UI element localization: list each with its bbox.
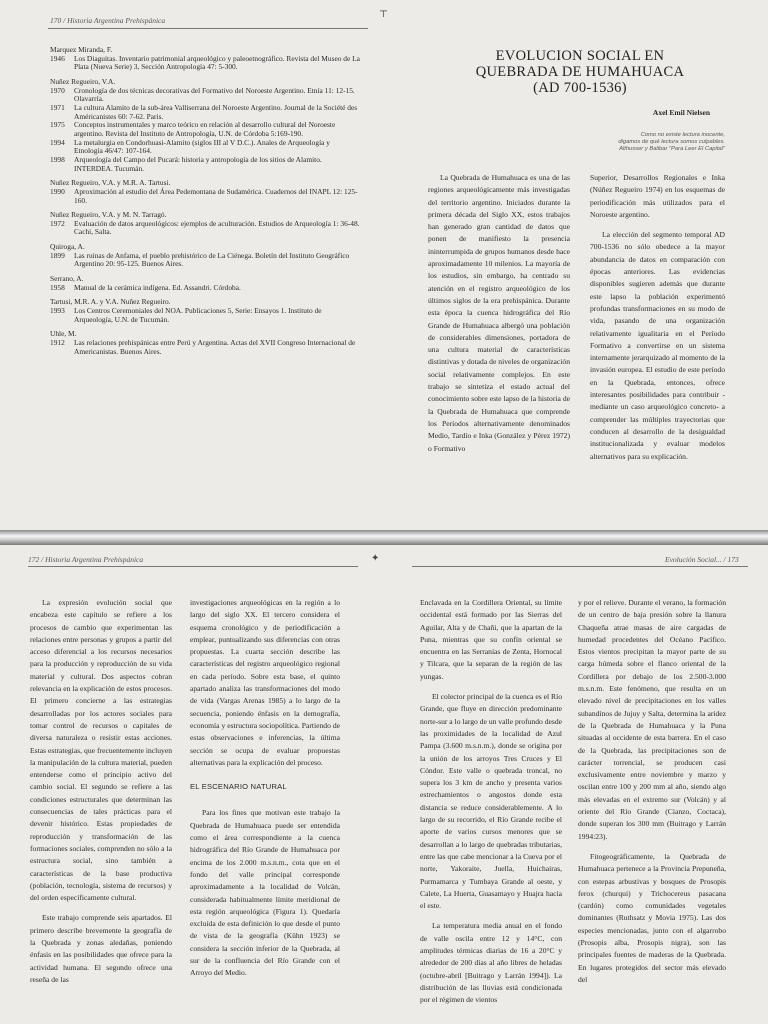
bibliography-author: Uhle, M. (50, 329, 77, 339)
bibliography-entry (50, 243, 360, 269)
bibliography-reference (50, 339, 360, 356)
bibliography-text: Los Centros Ceremoniales del NOA. Publicaciones 5, Serie: Ensayos 1. Instituto de Arqueología, U.N. de Tucumán. (74, 306, 322, 324)
paragraph: Este trabajo comprende seis apartados. El primero describe brevemente la geografía de la Quebrada y zonas aledañas, poniendo énfasis en las posibilidades que ofrece para la actividad humana. El segundo ofrece una reseña de las (30, 913, 172, 984)
binding-mark-icon: ┬ (380, 6, 388, 17)
bibliography-year: 1975 (50, 120, 65, 130)
bibliography-year: 1946 (50, 53, 65, 63)
bibliography-author: Nuñez Regueiro, V.A. (50, 76, 116, 86)
bibliography-reference (50, 188, 360, 205)
running-head-left: 172 / Historia Argentina Prehispánica (28, 555, 144, 564)
bibliography-text: La cultura Alamito de la sub-área Valliserrana del Noroeste Argentino. Journal de la Société des Américanistes 60: 7-62. Paris. (74, 102, 358, 121)
column-4 (578, 597, 726, 994)
running-head-top: 170 / Historia Argentina Prehispánica (50, 16, 166, 25)
bibliography-entry (50, 179, 360, 205)
article-title (460, 48, 700, 97)
bibliography-year: 1990 (50, 186, 65, 196)
bibliography-entry (50, 298, 360, 324)
running-head-right: Evolución Social... / 173 (665, 555, 739, 564)
bibliography-text: Conceptos instrumentales y marco teórico en relación al desarrollo cultural del Noroeste argentino. Revista del Instituto de Antropología, U.N. de Córdoba 5:169-190. (74, 120, 336, 138)
bibliography (50, 46, 360, 362)
paragraph: La temperatura media anual en el fondo de valle oscila entre 12 y 14°C, con amplitudes térmicas diarias de 16 a 20°C y alrededor de 200 días al año libres de heladas (octubre-abril [Buitrago y Larrán 1994]). La distribución de las lluvias está condicionada por el régimen de vientos (420, 921, 562, 1005)
bibliography-entry (50, 211, 360, 237)
paragraph: El colector principal de la cuenca es el Río Grande, que fluye en dirección predominante norte-sur a lo largo de un valle profundo desde las proximidades de la localidad de Azul Pampa (3.600 m.s.n.m.), donde se origina por la unión de los arroyos Tres Cruces y El Cóndor. Este valle o quebrada troncal, no supera los 3 km de ancho y presenta varios estrechamientos o angostos donde esta distancia se reduce considerablemente. A lo largo de su recorrido, el Río Grande recibe el aporte de varios cursos menores que se desarrollan a lo largo de quebradas tributarias, entre las que cabe mencionar a la Cueva por el norte, Yakoraite, Juella, Huichairas, Purmamarca y Tumbaya Grande al oeste, y Calete, La Huerta, Guasamayo y Huajra hacia el este. (420, 692, 562, 911)
bibliography-entry (50, 330, 360, 356)
bottom-page (0, 545, 768, 1024)
paragraph: investigaciones arqueológicas en la región a lo largo del siglo XX. El tercero considera el esquema cronológico y de periodificación a emplear, puntualizando sus diferencias con otras propuestas. La cuarta sección describe las características del registro arqueológico regional en cada período. Sobre esta base, el quinto apartado analiza las transformaciones del modo de vida (Vargas Arenas 1985) a lo largo de la secuencia, poniendo énfasis en la demografía, economía y estructura sociopolítica. Partiendo de estas observaciones e inferencias, la última sección se ocupa de evaluar propuestas alternativas para la explicación del proceso. (190, 598, 340, 767)
bibliography-reference (50, 156, 360, 173)
header-rule (48, 28, 368, 29)
column-3 (420, 597, 562, 1015)
epigraph-line: Althusser y Balibar "Para Leer El Capital" (619, 146, 725, 153)
bibliography-reference (50, 252, 360, 269)
bibliography-year: 1958 (50, 282, 65, 292)
epigraph-line: digamos de qué lectura somos culpables. (618, 139, 725, 146)
bibliography-reference (50, 87, 360, 104)
bibliography-reference (50, 139, 360, 156)
paragraph: Fitogeográficamente, la Quebrada de Humahuaca pertenece a la Provincia Prepuneña, con estepas arbustivas y bosques de Prosopis ferox (churqui) y Trichocereus pasacana (cardón) como comunidades vegetales dominantes (Ruthsatz y Movia 1975). Las dos especies mencionadas, junto con el algarrobo (Prosopis alba, Prosopis nigra), son las principales fuentes de maderas de la Quebrada. En lugares protegidos del sector más elevado del (578, 851, 726, 984)
binding-mark-icon: ✦ (371, 553, 380, 564)
bibliography-year: 1993 (50, 306, 65, 316)
bibliography-text: Las relaciones prehispánicas entre Perú y Argentina. Actas del XVII Congreso Internacional de Americanistas. Buenos Aires. (74, 338, 356, 356)
bibliography-year: 1970 (50, 85, 65, 95)
bibliography-reference (50, 220, 360, 237)
column-1 (30, 597, 172, 994)
page-fold-divider (0, 530, 768, 545)
bibliography-text: Los Diaguitas. Inventario patrimonial arqueológico y paleoetnográfico. Revista del Museo de La Plata (Nueva Serie) 3, Sección Antropología 47: 5-300. (74, 53, 360, 72)
title-line-3: (AD 700-1536) (533, 80, 627, 97)
bibliography-reference (50, 104, 360, 121)
bibliography-reference (50, 121, 360, 138)
bibliography-text: Cronología de dos técnicas decorativas del Formativo del Noroeste Argentino. Etnía 11: 12-15. Olavarría. (74, 85, 355, 104)
intro-column-left (428, 172, 570, 463)
bibliography-text: Arqueología del Campo del Pucará: historia y antropología de los sitios de Alamito. INTERDEA. Tucumán. (74, 154, 322, 173)
bibliography-author: Nuñez Regueiro, V.A. y M. N. Tarragó. (50, 210, 167, 220)
bibliography-year: 1972 (50, 218, 65, 228)
epigraph (560, 132, 725, 154)
bibliography-author: Serrano, A. (50, 274, 84, 284)
bibliography-reference (50, 55, 360, 72)
bibliography-entry (50, 78, 360, 173)
epigraph-line: Como no existe lectura inocente, (640, 132, 725, 138)
paragraph: Enclavada en la Cordillera Oriental, su límite occidental está formado por las Sierras del Aguilar, Alta y de Chañi, que la apartan de la Puna, mientras que su confín oriental se encuentra en las Serranías de Zenta, Hornocal y Tilcara, que la separan de la región de las yungas. (420, 598, 562, 681)
paragraph: La elección del segmento temporal AD 700-1536 no sólo obedece a la mayor abundancia de datos en comparación con épocas anteriores. Las evidencias disponibles sugieren además que durante este lapso la población experimentó profundas transformaciones en su modo de vida, pasando de una organización relativamente igualitaria en el Período Formativo a convertirse en un sistema internamente jerarquizado al momento de la invasión europea. El estudio de este período en la Quebrada, entonces, ofrece interesantes posibilidades para contribuir -mediante un caso arqueológico concreto- a comprender las múltiples trayectorias que conducen al desarrollo de la desigualdad institucionalizada y evaluar modelos alternativos para su explicación. (590, 230, 725, 461)
bibliography-year: 1994 (50, 137, 65, 147)
paragraph: La expresión evolución social que encabeza este capítulo se refiere a los procesos de cambio que experimentan las relaciones entre personas y grupos a partir del acceso diferencial a los recursos necesarios para la producción y reproducción de su vida material y cultural. Dos aspectos cobran relevancia en la explicación de estos procesos. El primero concierne a las estrategias desarrolladas por los actores sociales para tomar control de recursos o capitales de diversa naturaleza o resistir estas acciones. Estas estrategias, que frecuentemente incluyen la manipulación de la cultura material, pueden entenderse como el principio activo del cambio social. El segundo se refiere a las condiciones estructurales que determinan las consecuencias de tales prácticas para el devenir histórico. Estas propiedades de reproducción y transformación de las formaciones sociales, comprenden no sólo a la estructura social, sino también a características de la base productiva (población, tecnología, sistema de recursos) y del orden específicamente cultural. (30, 598, 172, 903)
paragraph: La Quebrada de Humahuaca es una de las regiones arqueológicamente más investigadas del territorio argentino. Iniciados durante la primera década del Siglo XX, estos trabajos han generado gran cantidad de datos que ponen de manifiesto la presencia ininterrumpida de grupos humanos desde hace aproximadamente 10 milenios. La mayoría de los estudios, sin embargo, ha centrado su atención en el registro arqueológico de los últimos siglos de la era prehispánica. Durante esta época la cuenca hidrográfica del Río Grande de Humahuaca albergó una población de considerables dimensiones, portadora de una cultura material de características distintivas y dotada de niveles de organización social relativamente complejos. En este trabajo se sintetiza el estado actual del conocimiento sobre este lapso de la historia de la Quebrada de Humahuaca que comprende los Períodos alternativamente denominados Medio, Tardío e Inka (González y Pérez 1972) o Formativo (428, 173, 570, 453)
section-heading: EL ESCENARIO NATURAL (190, 782, 287, 792)
bibliography-text: Evaluación de datos arqueológicos: ejemplos de aculturación. Estudios de Arqueología 1: 36-48. Cachi, Salta. (74, 218, 360, 237)
bibliography-reference (50, 307, 360, 324)
bibliography-author: Quiroga, A. (50, 242, 85, 252)
bibliography-entry (50, 46, 360, 72)
paragraph: Para los fines que motivan este trabajo la Quebrada de Humahuaca puede ser entendida como el área correspondiente a la cuenca hidrográfica del Río Grande de Humahuaca por encima de los 2.000 m.s.n.m., cota que en el fondo del valle principal corresponde aproximadamente a la localidad de Volcán, considerada habitualmente límite meridional de esta región arqueológica (Figura 1). Quedaría excluída de esta definición lo que desde el punto de vista de la geografía (Kühn 1923) se considera la sección inferior de la Quebrada, al sur de la confluencia del Río Grande con el Arroyo del Medio. (190, 808, 340, 978)
header-rule-left (28, 566, 358, 567)
bibliography-year: 1912 (50, 338, 65, 348)
bibliography-year: 1899 (50, 250, 65, 260)
article-author: Axel Emil Nielsen (652, 108, 710, 117)
title-line-2: QUEBRADA DE HUMAHUACA (475, 64, 685, 81)
paragraph: y por el relieve. Durante el verano, la formación de un centro de baja presión sobre la llanura Chaqueña atrae masas de aire cargadas de humedad procedentes del Océano Pacífico. Estos vientos precipitan la mayor parte de su carga húmeda sobre el flanco oriental de la Cordillera por debajo de los 2.500-3.000 m.s.n.m. Este fenómeno, que resulta en un elevado nivel de precipitaciones en los valles subandinos de Jujuy y Salta, determina la aridez de la Quebrada de Humahuaca y la Puna situadas al occidente de esta barrera. En el caso de la Quebrada, las precipitaciones son de carácter torrencial, se producen casi exclusivamente entre noviembre y marzo y oscilan entre 100 y 200 mm al año, siendo algo más elevadas en el extremo sur (Volcán) y al oriente del Río Grande (Cianzo, Coctaca), donde superan los 300 mm (Buitrago y Larrán 1994:23). (578, 598, 726, 841)
column-2 (190, 597, 340, 988)
bibliography-author: Tartusi, M.R. A. y V.A. Nuñez Regueiro. (50, 297, 171, 307)
bibliography-text: Manual de la cerámica indígena. Ed. Assandri. Córdoba. (74, 282, 241, 292)
paragraph: Superior, Desarrollos Regionales e Inka (Núñez Regueiro 1974) en los esquemas de periodificación más utilizados para el Noroeste argentino. (590, 173, 725, 219)
title-line-1: EVOLUCION SOCIAL EN (495, 48, 665, 64)
bibliography-author: Marquez Miranda, F. (50, 45, 113, 54)
bibliography-author: Nuñez Regueiro, V.A. y M.R. A. Tartusi. (50, 178, 171, 188)
bibliography-reference (50, 284, 360, 293)
header-rule-right (412, 566, 748, 567)
bibliography-entry (50, 275, 360, 292)
intro-column-right (590, 172, 725, 471)
bibliography-year: 1998 (50, 154, 65, 164)
bibliography-text: Las ruinas de Anfama, el pueblo prehistórico de La Ciénega. Boletín del Instituto Geográfico Argentino 20: 95-125. Buenos Aires. (74, 250, 350, 269)
bibliography-text: La metalurgia en Condorhuasi-Alamito (siglos III al V D.C.). Anales de Arqueología y Etnología 46/47: 107-164. (74, 137, 330, 156)
bibliography-text: Aproximación al estudio del Área Pedemontana de Sudamérica. Cuadernos del INAPL 12: 125-160. (74, 186, 358, 205)
bibliography-year: 1971 (50, 102, 65, 112)
